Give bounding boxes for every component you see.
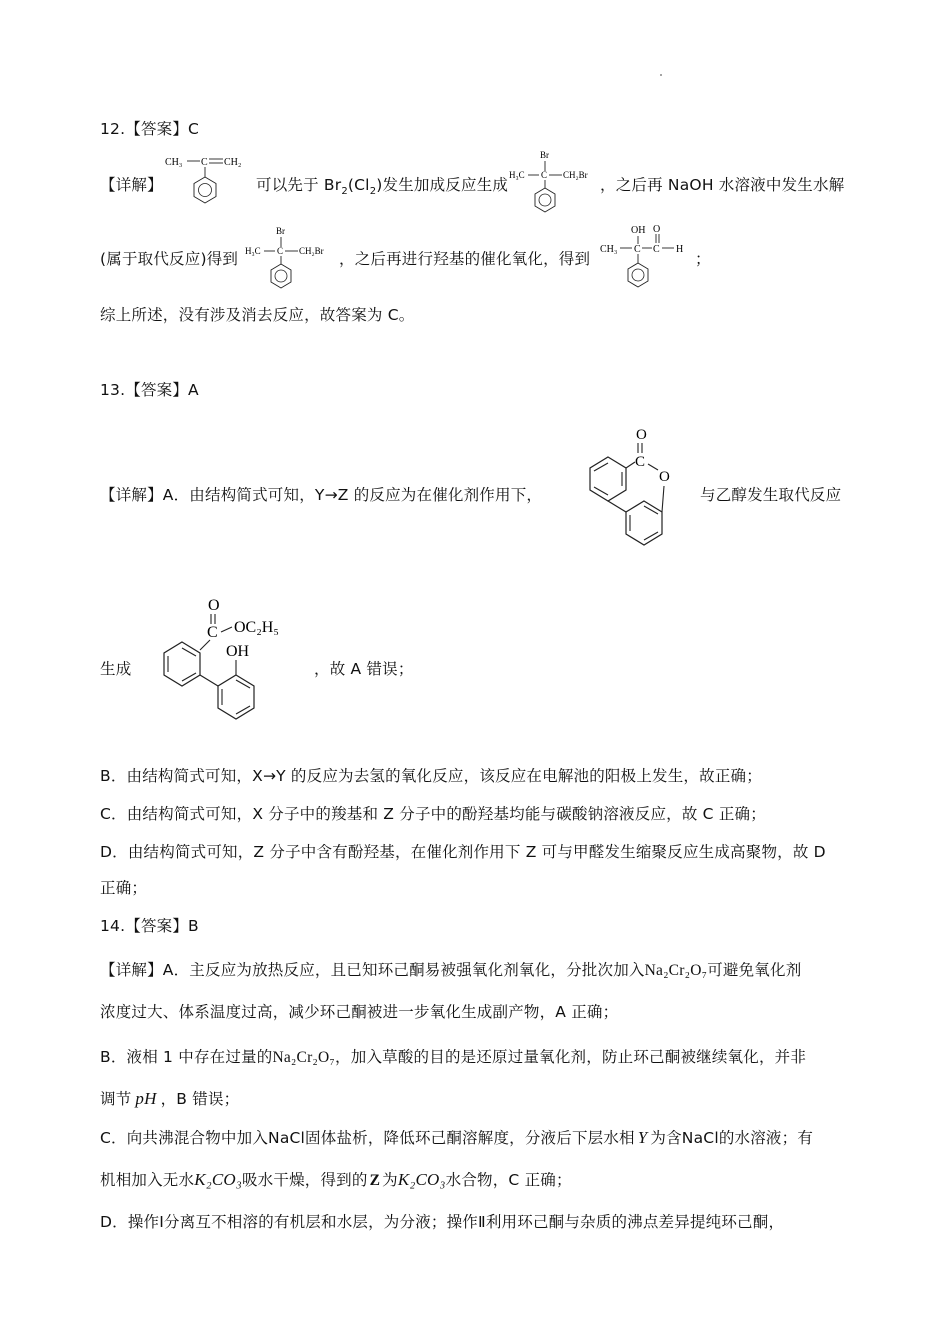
- q14-detail-a: 【详解】A．主反应为放热反应，且已知环己酮易被强氧化剂氧化，分批次加入Na₂Cr₂O₇可避免氧化剂: [100, 961, 802, 979]
- q13-detail-d-cont: 正确；: [100, 879, 148, 897]
- q13-generate-label: 生成: [100, 660, 132, 678]
- q12-heading: 12.【答案】C: [100, 120, 200, 138]
- svg-text:C: C: [207, 624, 218, 641]
- svg-text:CH₂: CH₂: [224, 157, 242, 168]
- svg-text:CH₃: CH₃: [600, 244, 618, 255]
- svg-text:OH: OH: [226, 643, 250, 660]
- svg-text:C: C: [635, 454, 646, 470]
- svg-text:C: C: [201, 157, 208, 168]
- svg-text:OC₂H₅: OC₂H₅: [234, 619, 279, 636]
- q14-detail-b-cont: 调节 pH ，B 错误；: [100, 1089, 240, 1108]
- svg-text:OH: OH: [631, 225, 646, 236]
- svg-text:C: C: [277, 246, 284, 256]
- svg-text:Br: Br: [540, 150, 549, 160]
- svg-text:C: C: [541, 170, 548, 180]
- q12-detail-line1: 【详解】: [100, 176, 163, 194]
- q14-detail-c: C．向共沸混合物中加入NaCl固体盐析，降低环己酮溶解度，分液后下层水相 Y 为含NaCl的水溶液；有: [100, 1128, 814, 1147]
- q13-detail-b: B．由结构简式可知，X→Y 的反应为去氢的氧化反应，该反应在电解池的阳极上发生，故正确；: [100, 767, 762, 785]
- svg-text:CH₃: CH₃: [165, 157, 183, 168]
- svg-text:H: H: [676, 244, 684, 255]
- q12-detail-line2-mid: ，之后再进行羟基的催化氧化，得到: [339, 250, 591, 268]
- svg-text:C: C: [653, 244, 660, 255]
- q14-heading: 14.【答案】B: [100, 917, 199, 935]
- svg-text:H₃C: H₃C: [245, 246, 261, 256]
- structure-lactone-Z: [560, 420, 700, 574]
- q12-detail-line2-end: ；: [695, 250, 711, 268]
- q14-detail-d: D．操作Ⅰ分离互不相溶的有机层和水层，为分液；操作Ⅱ利用环己酮与杂质的沸点差异提纯环己酮，: [100, 1213, 785, 1231]
- svg-text:C: C: [634, 244, 641, 255]
- svg-text:O: O: [659, 469, 670, 485]
- svg-text:O: O: [208, 597, 220, 614]
- scan-dot: [660, 74, 662, 76]
- q13-heading: 13.【答案】A: [100, 381, 199, 399]
- q12-detail-text2: ，之后再 NaOH 水溶液中发生水解: [600, 176, 845, 194]
- structure-dibromide: [508, 148, 600, 222]
- svg-text:O: O: [636, 427, 647, 443]
- svg-text:Br: Br: [276, 226, 285, 236]
- q14-detail-b: B．液相 1 中存在过量的Na₂Cr₂O₇，加入草酸的目的是还原过量氧化剂，防止环己酮被继续氧化，并非: [100, 1048, 807, 1066]
- q12-detail-text1: 可以先于 $Br_2(Cl_2)$发生加成反应生成: [256, 176, 509, 198]
- q13-detail-d: D．由结构简式可知，Z 分子中含有酚羟基，在催化剂作用下 Z 可与甲醛发生缩聚反应生成高聚物，故 D: [100, 843, 826, 861]
- q14-detail-a-cont: 浓度过大、体系温度过高，减少环己酮被进一步氧化生成副产物，A 正确；: [100, 1003, 619, 1021]
- svg-text:CH₂Br: CH₂Br: [563, 170, 588, 180]
- structure-alpha-methylstyrene: [163, 152, 248, 218]
- structure-ester-product: [134, 592, 314, 746]
- q13-detail-a-tail: 与乙醇发生取代反应: [700, 486, 842, 504]
- q13-detail-a-end: ，故 A 错误；: [314, 660, 414, 678]
- q13-detail-c: C．由结构简式可知，X 分子中的羧基和 Z 分子中的酚羟基均能与碳酸钠溶液反应，故 C 正确；: [100, 805, 766, 823]
- q12-detail-line2: (属于取代反应)得到: [100, 250, 239, 268]
- q13-detail-a: 【详解】A．由结构简式可知，Y→Z 的反应为在催化剂作用下，: [100, 486, 543, 504]
- svg-text:CH₂Br: CH₂Br: [299, 246, 324, 256]
- svg-text:O: O: [653, 224, 661, 235]
- structure-diol-precursor: [244, 224, 336, 298]
- q14-detail-c-cont: 机相加入无水K₂CO₃吸水干燥，得到的 Z 为K₂CO₃水合物，C 正确；: [100, 1170, 572, 1189]
- svg-text:H₃C: H₃C: [509, 170, 525, 180]
- structure-hydroxy-aldehyde: [598, 222, 690, 298]
- q12-summary: 综上所述，没有涉及消去反应，故答案为 C。: [100, 306, 415, 324]
